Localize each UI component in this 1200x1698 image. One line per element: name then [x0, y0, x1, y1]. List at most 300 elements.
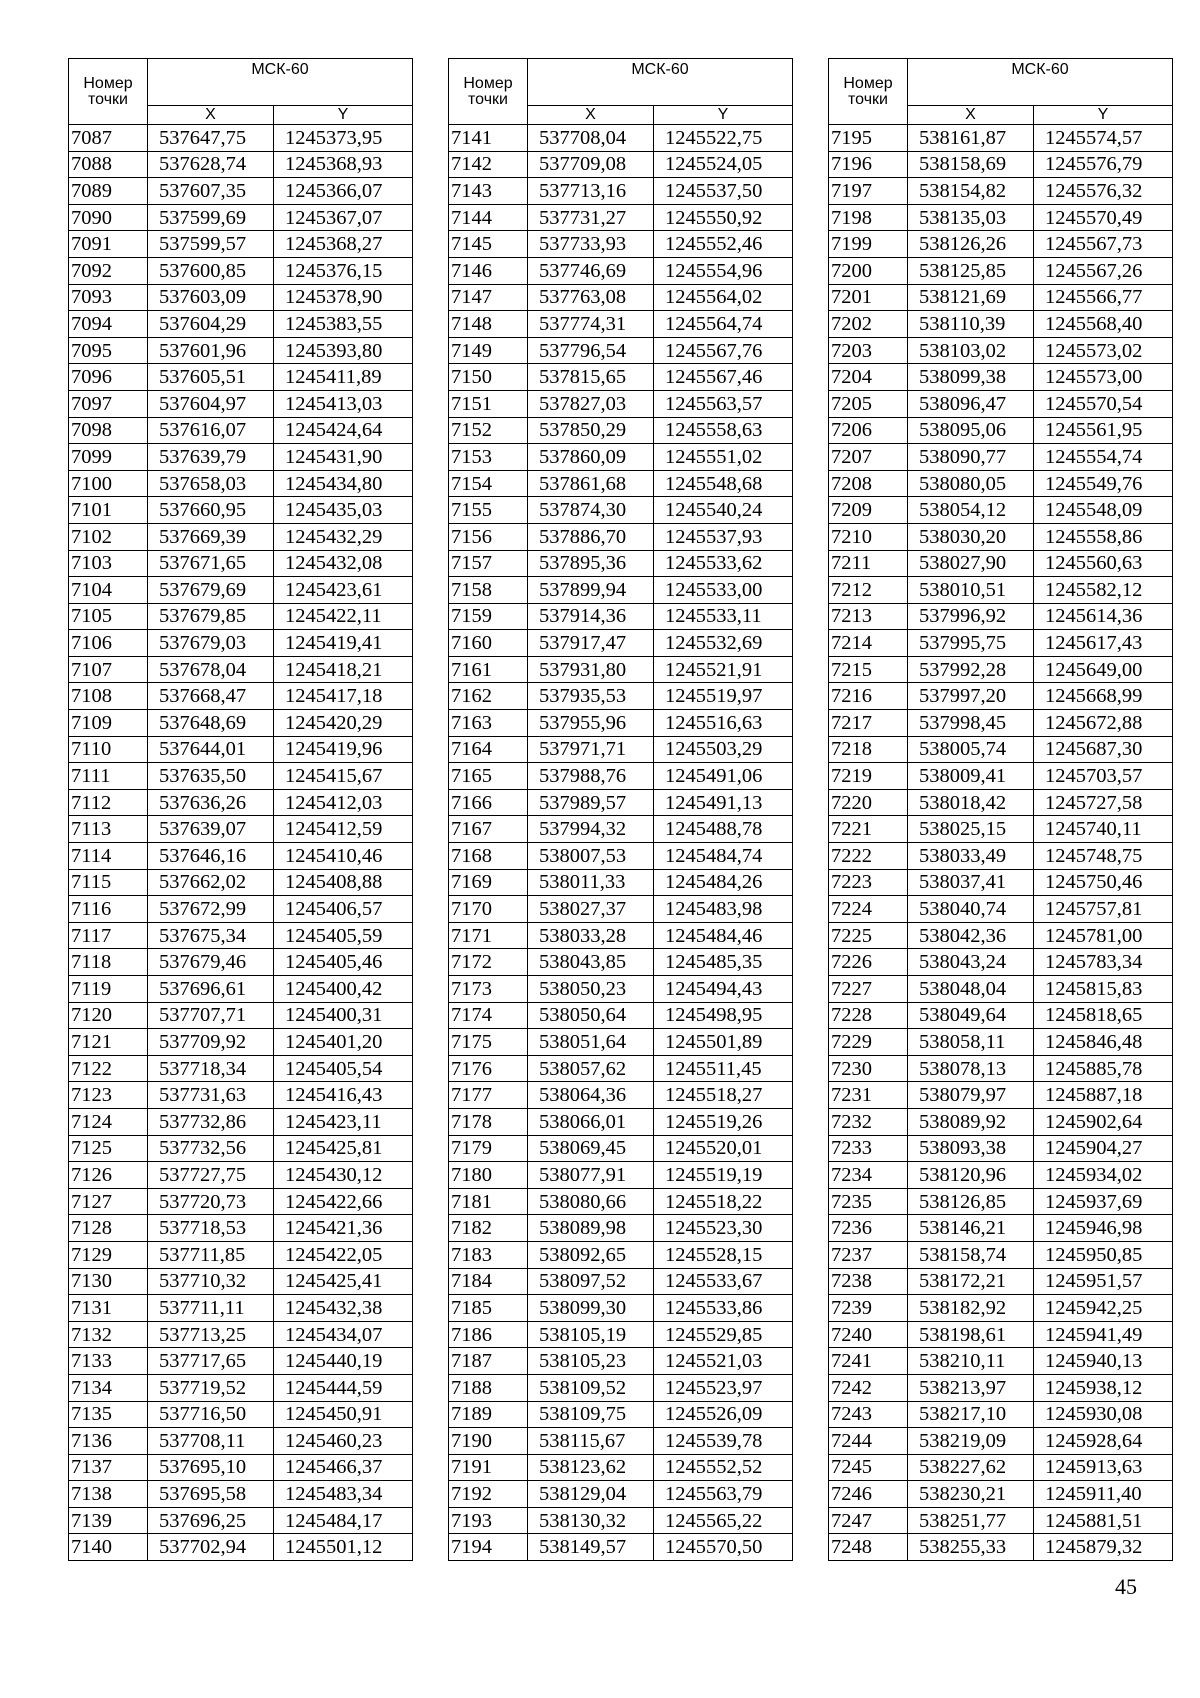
x-coordinate-cell: 538092,65 [528, 1241, 654, 1268]
table-row [449, 1162, 793, 1189]
y-coordinate-cell: 1245520,01 [654, 1135, 793, 1162]
x-coordinate-cell: 538057,62 [528, 1055, 654, 1082]
x-coordinate-cell: 537992,28 [908, 656, 1034, 683]
x-coordinate-cell: 538095,06 [908, 417, 1034, 444]
point-number-cell: 7127 [69, 1188, 148, 1215]
y-coordinate-cell: 1245367,07 [274, 204, 413, 231]
point-number-cell: 7224 [829, 896, 908, 923]
table-row [449, 204, 793, 231]
table-row [69, 1534, 413, 1561]
point-number-cell: 7141 [449, 125, 528, 152]
table-row [69, 257, 413, 284]
table-row [69, 1135, 413, 1162]
y-header: Y [654, 106, 793, 125]
x-coordinate-cell: 537709,08 [528, 151, 654, 178]
table-row [829, 896, 1173, 923]
x-coordinate-cell: 538110,39 [908, 311, 1034, 338]
y-coordinate-cell: 1245412,03 [274, 789, 413, 816]
point-number-cell: 7123 [69, 1082, 148, 1109]
y-coordinate-cell: 1245401,20 [274, 1029, 413, 1056]
table-row [829, 656, 1173, 683]
x-coordinate-cell: 537720,73 [148, 1188, 274, 1215]
y-coordinate-cell: 1245567,46 [654, 364, 793, 391]
table-row [69, 603, 413, 630]
table-row [449, 497, 793, 524]
y-coordinate-cell: 1245529,85 [654, 1321, 793, 1348]
point-number-cell: 7091 [69, 231, 148, 258]
table-row [829, 736, 1173, 763]
point-number-cell: 7125 [69, 1135, 148, 1162]
point-number-cell: 7155 [449, 497, 528, 524]
x-coordinate-cell: 537718,53 [148, 1215, 274, 1242]
point-number-cell: 7175 [449, 1029, 528, 1056]
table-row [829, 1481, 1173, 1508]
x-coordinate-cell: 538255,33 [908, 1534, 1034, 1561]
point-number-cell: 7213 [829, 603, 908, 630]
point-number-cell: 7111 [69, 763, 148, 790]
table-row [449, 1055, 793, 1082]
coordinates-table-1 [68, 58, 413, 1561]
x-coordinate-cell: 537886,70 [528, 523, 654, 550]
y-coordinate-cell: 1245410,46 [274, 843, 413, 870]
y-coordinate-cell: 1245687,30 [1034, 736, 1173, 763]
y-coordinate-cell: 1245879,32 [1034, 1534, 1173, 1561]
table-row [829, 231, 1173, 258]
x-header: X [148, 106, 274, 125]
x-coordinate-cell: 538251,77 [908, 1507, 1034, 1534]
table-row [449, 311, 793, 338]
y-coordinate-cell: 1245552,46 [654, 231, 793, 258]
point-number-cell: 7202 [829, 311, 908, 338]
x-coordinate-cell: 538158,69 [908, 151, 1034, 178]
table-row [69, 364, 413, 391]
y-coordinate-cell: 1245484,74 [654, 843, 793, 870]
x-coordinate-cell: 537719,52 [148, 1374, 274, 1401]
table-row [69, 1055, 413, 1082]
y-coordinate-cell: 1245554,96 [654, 257, 793, 284]
y-coordinate-cell: 1245419,96 [274, 736, 413, 763]
x-coordinate-cell: 538158,74 [908, 1241, 1034, 1268]
y-coordinate-cell: 1245432,29 [274, 523, 413, 550]
table-row [449, 1454, 793, 1481]
y-coordinate-cell: 1245727,58 [1034, 789, 1173, 816]
table-row [449, 1108, 793, 1135]
table-row [829, 337, 1173, 364]
point-number-cell: 7121 [69, 1029, 148, 1056]
point-number-cell: 7098 [69, 417, 148, 444]
table-row [69, 1374, 413, 1401]
point-number-cell: 7136 [69, 1428, 148, 1455]
y-coordinate-cell: 1245561,95 [1034, 417, 1173, 444]
y-coordinate-cell: 1245440,19 [274, 1348, 413, 1375]
y-coordinate-cell: 1245537,93 [654, 523, 793, 550]
x-coordinate-cell: 538066,01 [528, 1108, 654, 1135]
table-row [449, 949, 793, 976]
table-row [449, 257, 793, 284]
table-row [829, 1082, 1173, 1109]
point-number-cell: 7087 [69, 125, 148, 152]
y-coordinate-cell: 1245422,11 [274, 603, 413, 630]
table-row [829, 444, 1173, 471]
y-coordinate-cell: 1245488,78 [654, 816, 793, 843]
table-body [449, 125, 793, 1561]
table-row [829, 1002, 1173, 1029]
table-row [829, 364, 1173, 391]
x-coordinate-cell: 537914,36 [528, 603, 654, 630]
point-number-cell: 7189 [449, 1401, 528, 1428]
table-row [69, 523, 413, 550]
point-number-cell: 7148 [449, 311, 528, 338]
x-coordinate-cell: 537716,50 [148, 1401, 274, 1428]
y-coordinate-cell: 1245565,22 [654, 1507, 793, 1534]
point-number-cell: 7214 [829, 630, 908, 657]
y-coordinate-cell: 1245941,49 [1034, 1321, 1173, 1348]
table-row [829, 550, 1173, 577]
x-coordinate-cell: 538064,36 [528, 1082, 654, 1109]
x-coordinate-cell: 537935,53 [528, 683, 654, 710]
table-row [69, 1481, 413, 1508]
table-row [69, 1188, 413, 1215]
y-coordinate-cell: 1245434,80 [274, 470, 413, 497]
x-coordinate-cell: 538078,13 [908, 1055, 1034, 1082]
point-number-cell: 7245 [829, 1454, 908, 1481]
point-number-cell: 7093 [69, 284, 148, 311]
point-number-cell: 7200 [829, 257, 908, 284]
point-number-cell: 7234 [829, 1162, 908, 1189]
x-coordinate-cell: 537616,07 [148, 417, 274, 444]
x-coordinate-cell: 537995,75 [908, 630, 1034, 657]
y-coordinate-cell: 1245576,79 [1034, 151, 1173, 178]
x-coordinate-cell: 537678,04 [148, 656, 274, 683]
y-coordinate-cell: 1245533,11 [654, 603, 793, 630]
y-coordinate-cell: 1245573,00 [1034, 364, 1173, 391]
table-row [829, 390, 1173, 417]
point-number-cell: 7210 [829, 523, 908, 550]
point-number-cell: 7164 [449, 736, 528, 763]
table-row [449, 869, 793, 896]
point-number-cell: 7115 [69, 869, 148, 896]
point-number-cell: 7197 [829, 178, 908, 205]
x-coordinate-cell: 537732,56 [148, 1135, 274, 1162]
table-row [69, 789, 413, 816]
point-number-cell: 7132 [69, 1321, 148, 1348]
x-coordinate-cell: 537711,85 [148, 1241, 274, 1268]
y-coordinate-cell: 1245491,13 [654, 789, 793, 816]
point-number-cell: 7179 [449, 1135, 528, 1162]
table-row [829, 178, 1173, 205]
table-row [449, 1082, 793, 1109]
y-coordinate-cell: 1245567,26 [1034, 257, 1173, 284]
point-number-cell: 7184 [449, 1268, 528, 1295]
point-number-cell: 7212 [829, 577, 908, 604]
point-number-cell: 7163 [449, 710, 528, 737]
y-coordinate-cell: 1245528,15 [654, 1241, 793, 1268]
table-row [829, 284, 1173, 311]
table-row [69, 1295, 413, 1322]
y-coordinate-cell: 1245501,12 [274, 1534, 413, 1561]
table-row [449, 390, 793, 417]
x-coordinate-cell: 537604,97 [148, 390, 274, 417]
table-row [829, 922, 1173, 949]
x-coordinate-cell: 537648,69 [148, 710, 274, 737]
y-coordinate-cell: 1245913,63 [1034, 1454, 1173, 1481]
y-coordinate-cell: 1245425,41 [274, 1268, 413, 1295]
table-row [69, 683, 413, 710]
coordinate-system-header: МСК-60 [908, 59, 1173, 106]
x-coordinate-cell: 537717,65 [148, 1348, 274, 1375]
table-row [829, 417, 1173, 444]
point-number-cell: 7152 [449, 417, 528, 444]
x-coordinate-cell: 538135,03 [908, 204, 1034, 231]
x-coordinate-cell: 538080,05 [908, 470, 1034, 497]
x-coordinate-cell: 538090,77 [908, 444, 1034, 471]
table-row [829, 949, 1173, 976]
table-row [449, 896, 793, 923]
y-coordinate-cell: 1245450,91 [274, 1401, 413, 1428]
x-coordinate-cell: 538027,90 [908, 550, 1034, 577]
x-coordinate-cell: 537660,95 [148, 497, 274, 524]
x-header: X [908, 106, 1034, 125]
table-row [69, 444, 413, 471]
point-number-cell: 7096 [69, 364, 148, 391]
point-number-cell: 7095 [69, 337, 148, 364]
y-coordinate-cell: 1245563,79 [654, 1481, 793, 1508]
x-coordinate-cell: 537601,96 [148, 337, 274, 364]
x-coordinate-cell: 537603,09 [148, 284, 274, 311]
table-row [829, 710, 1173, 737]
table-row [829, 1374, 1173, 1401]
point-number-cell: 7159 [449, 603, 528, 630]
y-coordinate-cell: 1245551,02 [654, 444, 793, 471]
y-coordinate-cell: 1245521,03 [654, 1348, 793, 1375]
point-number-cell: 7242 [829, 1374, 908, 1401]
table-row [449, 816, 793, 843]
y-coordinate-cell: 1245566,77 [1034, 284, 1173, 311]
table-row [449, 1029, 793, 1056]
y-coordinate-cell: 1245405,46 [274, 949, 413, 976]
table-row [829, 311, 1173, 338]
point-number-cell: 7199 [829, 231, 908, 258]
y-coordinate-cell: 1245558,86 [1034, 523, 1173, 550]
point-number-cell: 7183 [449, 1241, 528, 1268]
x-coordinate-cell: 538079,97 [908, 1082, 1034, 1109]
y-coordinate-cell: 1245368,27 [274, 231, 413, 258]
table-row [449, 710, 793, 737]
y-coordinate-cell: 1245484,17 [274, 1507, 413, 1534]
point-number-cell: 7114 [69, 843, 148, 870]
y-coordinate-cell: 1245703,57 [1034, 763, 1173, 790]
table-row [829, 789, 1173, 816]
point-number-cell: 7153 [449, 444, 528, 471]
point-number-header: Номер точки [69, 59, 148, 125]
y-coordinate-cell: 1245576,32 [1034, 178, 1173, 205]
point-number-cell: 7090 [69, 204, 148, 231]
x-coordinate-cell: 537679,69 [148, 577, 274, 604]
x-coordinate-cell: 538115,67 [528, 1428, 654, 1455]
table-row [829, 976, 1173, 1003]
table-row [829, 1241, 1173, 1268]
point-number-cell: 7167 [449, 816, 528, 843]
y-coordinate-cell: 1245568,40 [1034, 311, 1173, 338]
y-coordinate-cell: 1245376,15 [274, 257, 413, 284]
y-coordinate-cell: 1245887,18 [1034, 1082, 1173, 1109]
table-row [449, 550, 793, 577]
table-row [69, 1082, 413, 1109]
y-coordinate-cell: 1245378,90 [274, 284, 413, 311]
point-number-cell: 7137 [69, 1454, 148, 1481]
y-coordinate-cell: 1245904,27 [1034, 1135, 1173, 1162]
y-coordinate-cell: 1245783,34 [1034, 949, 1173, 976]
point-number-cell: 7157 [449, 550, 528, 577]
y-coordinate-cell: 1245902,64 [1034, 1108, 1173, 1135]
point-number-cell: 7156 [449, 523, 528, 550]
x-coordinate-cell: 538210,11 [908, 1348, 1034, 1375]
point-number-cell: 7248 [829, 1534, 908, 1561]
point-number-cell: 7118 [69, 949, 148, 976]
table-row [829, 497, 1173, 524]
x-coordinate-cell: 538103,02 [908, 337, 1034, 364]
table-row [69, 284, 413, 311]
point-number-cell: 7113 [69, 816, 148, 843]
y-coordinate-cell: 1245434,07 [274, 1321, 413, 1348]
point-number-cell: 7103 [69, 550, 148, 577]
y-coordinate-cell: 1245564,02 [654, 284, 793, 311]
y-coordinate-cell: 1245432,08 [274, 550, 413, 577]
point-number-cell: 7107 [69, 656, 148, 683]
x-coordinate-cell: 538126,26 [908, 231, 1034, 258]
x-coordinate-cell: 538109,75 [528, 1401, 654, 1428]
point-number-cell: 7178 [449, 1108, 528, 1135]
point-number-cell: 7236 [829, 1215, 908, 1242]
point-number-cell: 7172 [449, 949, 528, 976]
table-row [69, 816, 413, 843]
table-row [449, 178, 793, 205]
x-coordinate-cell: 537713,25 [148, 1321, 274, 1348]
table-row [449, 231, 793, 258]
y-coordinate-cell: 1245408,88 [274, 869, 413, 896]
table-row [449, 1481, 793, 1508]
x-coordinate-cell: 537850,29 [528, 417, 654, 444]
x-coordinate-cell: 537672,99 [148, 896, 274, 923]
x-coordinate-cell: 537695,58 [148, 1481, 274, 1508]
table-row [449, 470, 793, 497]
x-coordinate-cell: 537860,09 [528, 444, 654, 471]
point-number-cell: 7176 [449, 1055, 528, 1082]
point-number-cell: 7094 [69, 311, 148, 338]
table-row [449, 1507, 793, 1534]
y-coordinate-cell: 1245564,74 [654, 311, 793, 338]
y-coordinate-cell: 1245548,68 [654, 470, 793, 497]
x-coordinate-cell: 538005,74 [908, 736, 1034, 763]
table-body [69, 125, 413, 1561]
table-row [449, 976, 793, 1003]
x-coordinate-cell: 537971,71 [528, 736, 654, 763]
point-number-cell: 7241 [829, 1348, 908, 1375]
table-row [69, 1401, 413, 1428]
x-coordinate-cell: 537931,80 [528, 656, 654, 683]
x-coordinate-cell: 538099,38 [908, 364, 1034, 391]
point-number-cell: 7100 [69, 470, 148, 497]
table-row [449, 630, 793, 657]
table-row [449, 843, 793, 870]
point-number-cell: 7162 [449, 683, 528, 710]
point-number-cell: 7246 [829, 1481, 908, 1508]
table-row [449, 922, 793, 949]
table-row [449, 1188, 793, 1215]
y-coordinate-cell: 1245881,51 [1034, 1507, 1173, 1534]
point-number-cell: 7129 [69, 1241, 148, 1268]
x-coordinate-cell: 537696,25 [148, 1507, 274, 1534]
x-coordinate-cell: 538037,41 [908, 869, 1034, 896]
x-coordinate-cell: 538054,12 [908, 497, 1034, 524]
y-coordinate-cell: 1245423,61 [274, 577, 413, 604]
y-header: Y [1034, 106, 1173, 125]
x-coordinate-cell: 537628,74 [148, 151, 274, 178]
coordinates-table-2 [448, 58, 793, 1561]
x-coordinate-cell: 538050,23 [528, 976, 654, 1003]
y-coordinate-cell: 1245942,25 [1034, 1295, 1173, 1322]
point-number-cell: 7092 [69, 257, 148, 284]
point-number-cell: 7135 [69, 1401, 148, 1428]
y-coordinate-cell: 1245815,83 [1034, 976, 1173, 1003]
point-number-cell: 7181 [449, 1188, 528, 1215]
table-row [69, 550, 413, 577]
x-coordinate-cell: 537600,85 [148, 257, 274, 284]
x-coordinate-cell: 538027,37 [528, 896, 654, 923]
point-number-cell: 7150 [449, 364, 528, 391]
point-number-cell: 7196 [829, 151, 908, 178]
point-number-cell: 7237 [829, 1241, 908, 1268]
point-number-cell: 7108 [69, 683, 148, 710]
x-coordinate-cell: 538048,04 [908, 976, 1034, 1003]
point-number-cell: 7173 [449, 976, 528, 1003]
y-coordinate-cell: 1245946,98 [1034, 1215, 1173, 1242]
point-number-cell: 7105 [69, 603, 148, 630]
y-coordinate-cell: 1245405,59 [274, 922, 413, 949]
table-row [69, 577, 413, 604]
y-coordinate-cell: 1245928,64 [1034, 1428, 1173, 1455]
y-coordinate-cell: 1245415,67 [274, 763, 413, 790]
table-row [449, 1002, 793, 1029]
y-coordinate-cell: 1245368,93 [274, 151, 413, 178]
x-coordinate-cell: 538097,52 [528, 1268, 654, 1295]
point-number-cell: 7161 [449, 656, 528, 683]
y-coordinate-cell: 1245522,75 [654, 125, 793, 152]
table-row [829, 843, 1173, 870]
y-coordinate-cell: 1245540,24 [654, 497, 793, 524]
x-coordinate-cell: 537727,75 [148, 1162, 274, 1189]
table-row [829, 1454, 1173, 1481]
table-row [69, 656, 413, 683]
x-coordinate-cell: 537710,32 [148, 1268, 274, 1295]
y-coordinate-cell: 1245563,57 [654, 390, 793, 417]
point-number-cell: 7209 [829, 497, 908, 524]
point-number-cell: 7109 [69, 710, 148, 737]
point-number-cell: 7216 [829, 683, 908, 710]
x-coordinate-cell: 538161,87 [908, 125, 1034, 152]
table-row [829, 630, 1173, 657]
table-row [829, 1507, 1173, 1534]
x-coordinate-cell: 538010,51 [908, 577, 1034, 604]
y-coordinate-cell: 1245417,18 [274, 683, 413, 710]
x-coordinate-cell: 538049,64 [908, 1002, 1034, 1029]
y-coordinate-cell: 1245416,43 [274, 1082, 413, 1109]
y-coordinate-cell: 1245523,30 [654, 1215, 793, 1242]
y-coordinate-cell: 1245424,64 [274, 417, 413, 444]
y-coordinate-cell: 1245951,57 [1034, 1268, 1173, 1295]
point-number-cell: 7124 [69, 1108, 148, 1135]
point-number-cell: 7106 [69, 630, 148, 657]
